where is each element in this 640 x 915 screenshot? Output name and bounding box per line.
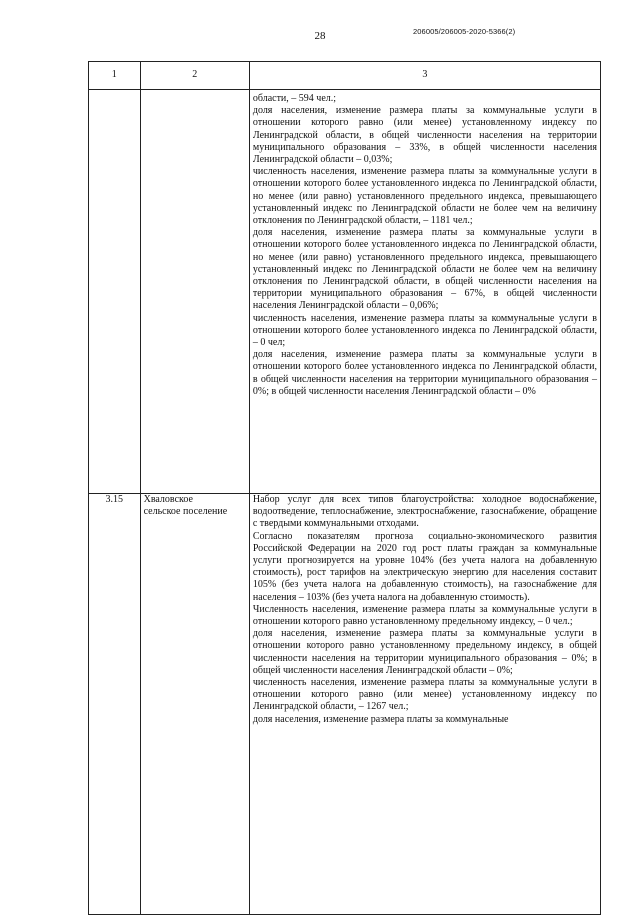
paragraph: области, – 594 чел.; (252, 93, 337, 104)
paragraph: численность населения, изменение размера платы за коммунальные услуги в отношении которого более установленного индекса по Ленинградской области, – 0 чел; (252, 312, 597, 349)
settlement-name-line: Хваловское (143, 494, 193, 505)
table-header-row (89, 62, 601, 90)
row-description (249, 494, 600, 915)
paragraph: доля населения, изменение размера платы за коммунальные услуги в отношении которого более установленного индекса по Ленинградской области, в общей численности населения на территории муниципального образования – 0%; в общей численности населения Ленинградской области – 0% (252, 349, 597, 397)
paragraph: численность населения, изменение размера платы за коммунальные услуги в отношении которого равно (или менее) установленному индексу по Ленинградской области, – 1267 чел.; (252, 677, 597, 713)
page-number: 28 (314, 30, 326, 42)
paragraph: доля населения, изменение размера платы за коммунальные услуги в отношении которого равно установленному предельному индексу, в общей численности населения на территории муниципального образования – 0%; в общей численности населения Ленинградской области – 0%; (252, 628, 597, 676)
content-table (88, 61, 601, 915)
table-row (89, 90, 601, 494)
paragraph: доля населения, изменение размера платы за коммунальные (252, 713, 509, 725)
paragraph: численность населения, изменение размера платы за коммунальные услуги в отношении которого более установленного индекса по Ленинградской области, но менее (или равно) установленного предельного индекса, превышающего установленный индекс по Ленинградской области не более чем на величину отклонения по Ленинградской области, – 1181 чел.; (252, 166, 597, 227)
paragraph: Набор услуг для всех типов благоустройства: холодное водоснабжение, водоотведение, теплоснабжение, электроснабжение, газоснабжение, обращение с твердыми коммунальными отходами. (252, 494, 597, 530)
row-description (249, 90, 600, 494)
col-header-2: 2 (140, 62, 249, 90)
col-header-3: 3 (249, 62, 600, 90)
row-number (89, 90, 141, 494)
paragraph: доля населения, изменение размера платы за коммунальные услуги в отношении которого равно (или менее) установленному индексу по Ленинградской области, в общей численности населения на территории муниципального образования – 33%, в общей численности населения Ленинградской области – 0,03%; (252, 105, 597, 166)
col-header-1: 1 (89, 62, 141, 90)
paragraph: доля населения, изменение размера платы за коммунальные услуги в отношении которого более установленного индекса по Ленинградской области, но менее (или равно) установленного предельного индекса, превышающего установленный индекс по Ленинградской области не более чем на величину отклонения по Ленинградской области, в общей численности населения на территории муниципального образования – 67%, в общей численности населения Ленинградской области – 0,06%; (252, 227, 597, 312)
paragraph: Численность населения, изменение размера платы за коммунальные услуги в отношении которого равно установленному предельному индексу, – 0 чел.; (252, 603, 597, 628)
table-row (89, 494, 601, 915)
paragraph: Согласно показателям прогноза социально-экономического развития Российской Федерации на 2020 год рост платы граждан за коммунальные услуги прогнозируется на уровне 104% (без учета налога на добавленную стоимость), рост тарифов на электрическую энергию для населения составит 105% (без учета налога на добавленную стоимость), на газоснабжение для населения – 103% (без учета налога на добавленную стоимость). (252, 530, 597, 603)
settlement-name (140, 90, 249, 494)
document-id: 206005/206005-2020-5366(2) (413, 27, 516, 36)
row-number: 3.15 (89, 494, 141, 915)
settlement-name-line: сельское поселение (143, 506, 228, 518)
settlement-name (140, 494, 249, 915)
